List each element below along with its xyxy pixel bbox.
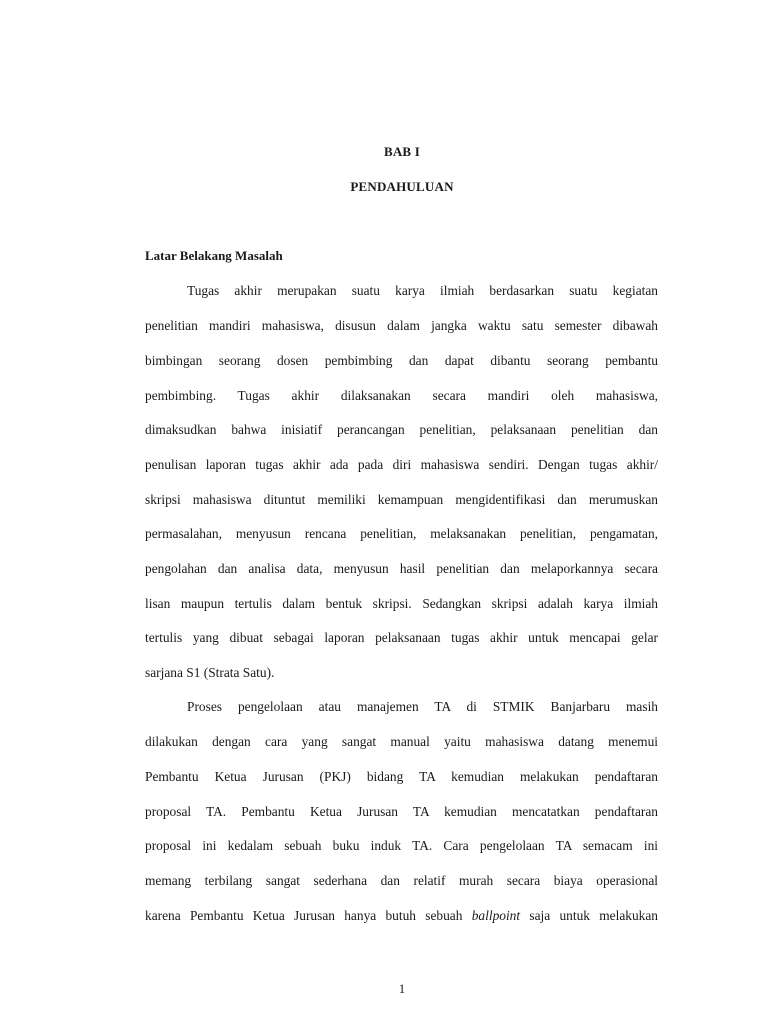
paragraph-line: proposal ini kedalam sebuah buku induk TA. Cara pengelolaan TA semacam ini bbox=[145, 838, 658, 853]
italic-term: ballpoint bbox=[471, 908, 521, 923]
paragraph-line: lisan maupun tertulis dalam bentuk skripsi. Sedangkan skripsi adalah karya ilmiah bbox=[145, 596, 658, 611]
paragraph-line: Proses pengelolaan atau manajemen TA di STMIK Banjarbaru masih bbox=[187, 699, 658, 714]
chapter-title: PENDAHULUAN bbox=[350, 179, 454, 194]
paragraph-line: penulisan laporan tugas akhir ada pada diri mahasiswa sendiri. Dengan tugas akhir/ bbox=[145, 457, 658, 472]
page-number: 1 bbox=[398, 981, 406, 996]
paragraph-line: Pembantu Ketua Jurusan (PKJ) bidang TA kemudian melakukan pendaftaran bbox=[145, 769, 658, 784]
paragraph-line: pengolahan dan analisa data, menyusun hasil penelitian dan melaporkannya secara bbox=[145, 561, 658, 576]
section-title: Latar Belakang Masalah bbox=[145, 248, 283, 263]
paragraph-line: pembimbing. Tugas akhir dilaksanakan secara mandiri oleh mahasiswa, bbox=[145, 388, 658, 403]
paragraph-line: tertulis yang dibuat sebagai laporan pelaksanaan tugas akhir untuk mencapai gelar bbox=[145, 630, 658, 645]
paragraph-line: dilakukan dengan cara yang sangat manual yaitu mahasiswa datang menemui bbox=[145, 734, 658, 749]
paragraph-line: penelitian mandiri mahasiswa, disusun dalam jangka waktu satu semester dibawah bbox=[145, 318, 658, 333]
paragraph-line: Tugas akhir merupakan suatu karya ilmiah berdasarkan suatu kegiatan bbox=[187, 283, 658, 298]
paragraph-line: proposal TA. Pembantu Ketua Jurusan TA kemudian mencatatkan pendaftaran bbox=[145, 804, 658, 819]
paragraph-line-last bbox=[145, 907, 658, 925]
paragraph-line: bimbingan seorang dosen pembimbing dan dapat dibantu seorang pembantu bbox=[145, 353, 658, 368]
paragraph-line: permasalahan, menyusun rencana penelitian, melaksanakan penelitian, pengamatan, bbox=[145, 526, 658, 541]
paragraph-line: sarjana S1 (Strata Satu). bbox=[145, 665, 275, 680]
paragraph-line: skripsi mahasiswa dituntut memiliki kemampuan mengidentifikasi dan merumuskan bbox=[145, 492, 658, 507]
chapter-number: BAB I bbox=[383, 144, 421, 159]
paragraph-line: memang terbilang sangat sederhana dan relatif murah secara biaya operasional bbox=[145, 873, 658, 888]
text-run: karena Pembantu Ketua Jurusan hanya butuh sebuah bbox=[145, 908, 472, 923]
text-run: saja untuk melakukan bbox=[520, 908, 658, 923]
paragraph-line: dimaksudkan bahwa inisiatif perancangan penelitian, pelaksanaan penelitian dan bbox=[145, 422, 658, 437]
